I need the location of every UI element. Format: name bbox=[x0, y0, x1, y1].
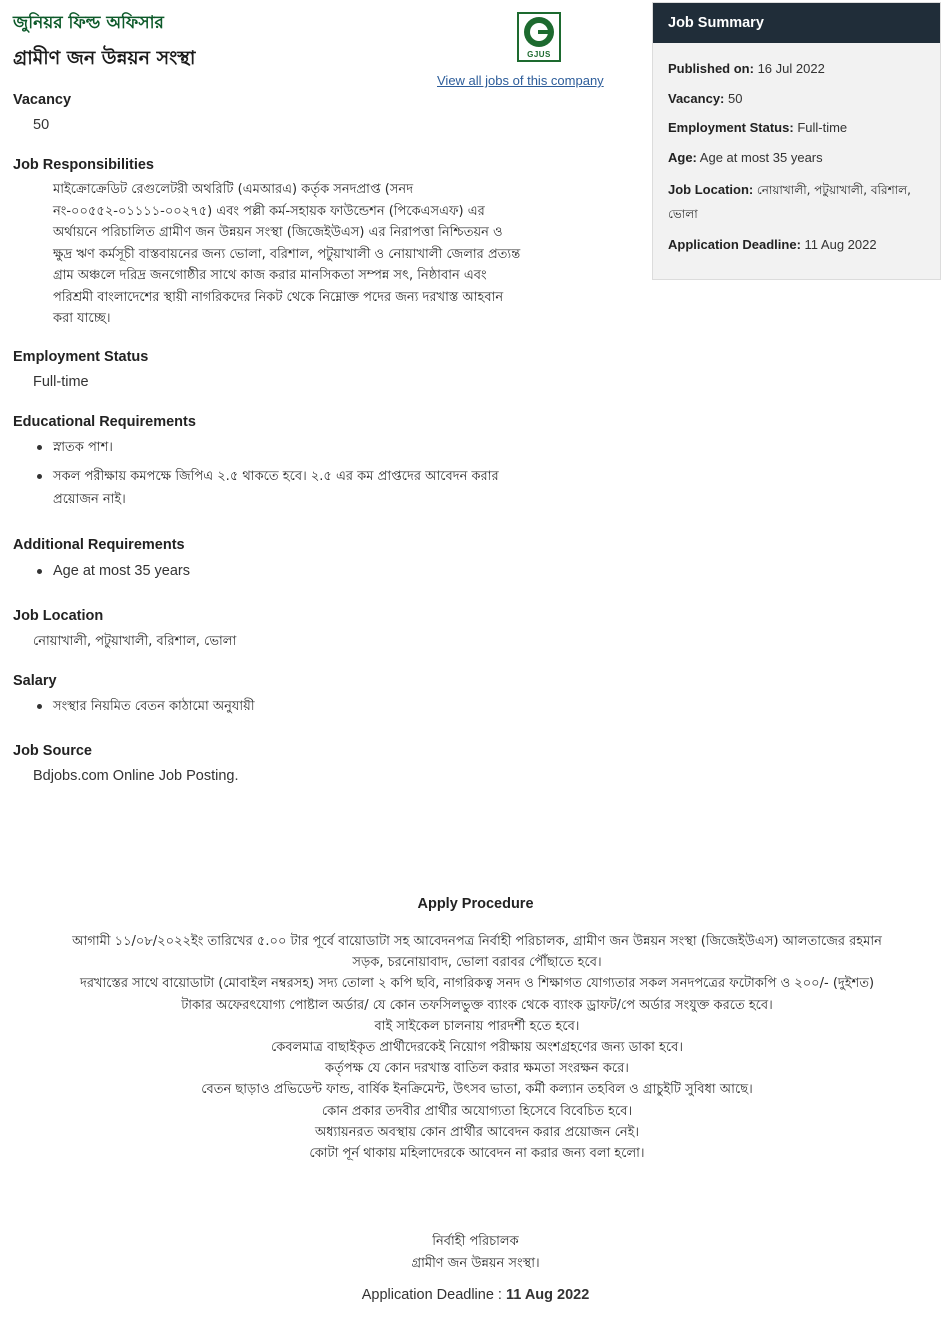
logo-text: GJUS bbox=[527, 50, 551, 59]
summary-published: Published on: 16 Jul 2022 bbox=[668, 61, 825, 76]
summary-location: Job Location: নোয়াখালী, পটুয়াখালী, বরিশাল, ভোলা bbox=[668, 182, 911, 221]
company-name: গ্রামীণ জন উন্নয়ন সংস্থা bbox=[13, 47, 196, 69]
responsibilities-heading: Job Responsibilities bbox=[13, 157, 154, 173]
application-deadline: Application Deadline : 11 Aug 2022 bbox=[361, 1287, 590, 1303]
signature-title: নির্বাহী পরিচালক bbox=[432, 1234, 519, 1249]
education-item: স্নাতক পাশ। bbox=[33, 436, 593, 459]
additional-heading: Additional Requirements bbox=[13, 537, 185, 553]
vacancy-value: 50 bbox=[33, 117, 50, 133]
salary-item: সংস্থার নিয়মিত বেতন কাঠামো অনুযায়ী bbox=[33, 695, 593, 718]
signature-org: গ্রামীণ জন উন্নয়ন সংস্থা। bbox=[411, 1256, 540, 1271]
location-heading: Job Location bbox=[13, 608, 104, 624]
salary-heading: Salary bbox=[13, 673, 57, 689]
source-heading: Job Source bbox=[13, 743, 92, 759]
employment-status-value: Full-time bbox=[33, 374, 89, 390]
education-heading: Educational Requirements bbox=[13, 414, 196, 430]
additional-item: Age at most 35 years bbox=[33, 560, 593, 583]
view-all-jobs-link[interactable]: View all jobs of this company bbox=[437, 73, 604, 88]
apply-procedure-heading: Apply Procedure bbox=[417, 896, 534, 912]
job-summary-panel bbox=[652, 2, 941, 280]
job-title: জুনিয়র ফিল্ড অফিসার bbox=[13, 13, 164, 33]
education-item: সকল পরীক্ষায় কমপক্ষে জিপিএ ২.৫ থাকতে হবে। ২.৫ এর কম প্রাপ্তদের আবেদন করার প্রয়োজন নাই। bbox=[33, 465, 593, 511]
summary-age: Age: Age at most 35 years bbox=[668, 150, 823, 165]
summary-deadline: Application Deadline: 11 Aug 2022 bbox=[668, 237, 877, 252]
apply-procedure-text: আগামী ১১/০৮/২০২২ইং তারিখের ৫.০০ টার পূর্বে বায়োডাটা সহ আবেদনপত্র নির্বাহী পরিচালক, গ্রামীণ জন উন্নয়ন সংস্থা (জিজেইউএস) আলতাজের রহমান সড়ক, চরনোয়াবাদ, ভোলা বরাবর পৌঁছাতে হবে। দরখাস্তের সাথে বায়োডাটা (মোবাইল নম্বরসহ) সদ্য তোলা ২ কপি ছবি, নাগরিকত্ব সনদ ও শিক্ষাগত যোগ্যতার সকল সনদপত্রের ফটোকপি ও ২০০/- (দুইশত) টাকার অফেরৎযোগ্য পোষ্টাল অর্ডার/ যে কোন তফসিলভুক্ত ব্যাংক থেকে ব্যাংক ড্রাফট/পে অর্ডার সংযুক্ত করতে হবে। বাই সাইকেল চালনায় পারদর্শী হতে হবে। কেবলমাত্র বাছাইকৃত প্রার্থীদেরকেই নিয়োগ পরীক্ষায় অংশগ্রহণের জন্য ডাকা হবে। কর্তৃপক্ষ যে কোন দরখাস্ত বাতিল করার ক্ষমতা সংরক্ষন করে। বেতন ছাড়াও প্রভিডেন্ট ফান্ড, বার্ষিক ইনক্রিমেন্ট, উৎসব ভাতা, কর্মী কল্যান তহবিল ও গ্রাচুইটি সুবিধা আছে। কোন প্রকার তদবীর প্রার্থীর অযোগ্যতা হিসেবে বিবেচিত হবে। অধ্যায়নরত অবস্থায় কোন প্রার্থীর আবেদন করার প্রয়োজন নেই। কোটা পূর্ন থাকায় মহিলাদেরকে আবেদন না করার জন্য বলা হলো। bbox=[72, 934, 882, 1162]
summary-employment-status: Employment Status: Full-time bbox=[668, 120, 848, 135]
location-value: নোয়াখালী, পটুয়াখালী, বরিশাল, ভোলা bbox=[33, 634, 237, 649]
employment-status-heading: Employment Status bbox=[13, 349, 149, 365]
job-summary-title: Job Summary bbox=[653, 3, 940, 43]
source-value: Bdjobs.com Online Job Posting. bbox=[33, 768, 239, 784]
vacancy-heading: Vacancy bbox=[13, 92, 72, 108]
responsibilities-text: মাইক্রোক্রেডিট রেগুলেটরী অথরিটি (এমআরএ) কর্তৃক সনদপ্রাপ্ত (সনদ নং-০০৫৫২-০১১১১-০০২৭৫) এবং পল্লী কর্ম-সহায়ক ফাউন্ডেশন (পিকেএসএফ) এর অর্থায়নে পরিচালিত গ্রামীণ জন উন্নয়ন সংস্থা (জিজেইউএস) এর নিরাপত্তা নিশ্চিতয়ন ও ক্ষুদ্র ঋণ কর্মসূচী বাস্তবায়নের জন্য ভোলা, বরিশাল, পটুয়াখালী ও নোয়াখালী জেলার প্রত্যন্ত গ্রাম অঞ্চলে দরিদ্র জনগোষ্ঠীর সাথে কাজ করার মানসিকতা সম্পন্ন সৎ, নিষ্ঠাবান এবং পরিশ্রমী বাংলাদেশের স্থায়ী নাগরিকদের নিকট থেকে নিম্নোক্ত পদের জন্য দরখাস্ত আহবান করা যাচ্ছে। bbox=[53, 182, 521, 326]
summary-vacancy: Vacancy: 50 bbox=[668, 91, 743, 106]
company-logo[interactable] bbox=[517, 12, 561, 62]
